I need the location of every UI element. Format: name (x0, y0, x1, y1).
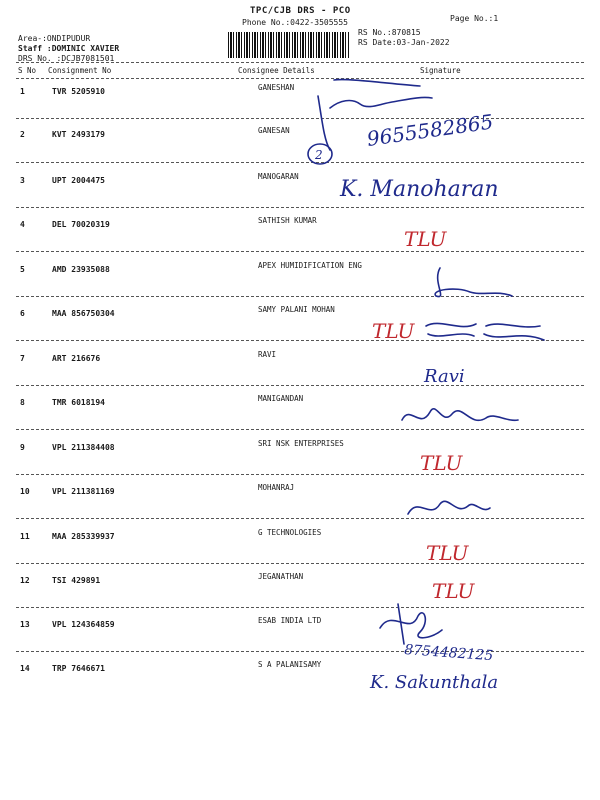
row-sno: 14 (20, 664, 30, 673)
row-sno: 1 (20, 87, 25, 96)
column-header-consignee: Consignee Details (238, 66, 315, 75)
handwritten-tlu-row9: TLU (420, 451, 463, 475)
rs-date: RS Date:03-Jan-2022 (358, 38, 450, 47)
row-consignee: RAVI (258, 350, 277, 359)
column-header-sno: S No (18, 66, 37, 75)
row-sno: 6 (20, 309, 25, 318)
row-consignment: TSI 429891 (52, 576, 101, 585)
signature-row5 (435, 268, 512, 297)
rs-number: RS No.:870815 (358, 28, 421, 37)
row-consignee: GANESHAN (258, 83, 295, 92)
row-consignment: KVT 2493179 (52, 130, 105, 139)
row-consignment: VPL 211381169 (52, 487, 115, 496)
row-consignee: SAMY PALANI MOHAN (258, 305, 335, 314)
row-consignment: TRP 7646671 (52, 664, 105, 673)
staff-label: Staff :DOMINIC XAVIER (18, 44, 120, 53)
signature-row8 (402, 409, 518, 421)
row-sno: 12 (20, 576, 30, 585)
row-sno: 8 (20, 398, 25, 407)
handwritten-tlu-row12: TLU (432, 579, 475, 603)
row-consignment: TVR 5205910 (52, 87, 105, 96)
area-label: Area-:ONDIPUDUR (18, 34, 91, 43)
row-sno: 9 (20, 443, 25, 452)
row-consignee: MANOGARAN (258, 172, 299, 181)
row-consignment: DEL 70020319 (52, 220, 110, 229)
row-sno: 10 (20, 487, 30, 496)
row-sno: 11 (20, 532, 30, 541)
row-consignee: MOHANRAJ (258, 483, 295, 492)
row-consignee: JEGANATHAN (258, 572, 304, 581)
handwritten-manoharan: K. Manoharan (340, 177, 499, 202)
row-consignment: MAA 856750304 (52, 309, 115, 318)
row-consignee: G TECHNOLOGIES (258, 528, 322, 537)
signature-row6 (484, 324, 544, 340)
row-consignee: SATHISH KUMAR (258, 216, 317, 225)
signature-row6b (426, 323, 476, 336)
signature-row13-stroke (398, 604, 404, 644)
handwritten-tlu-row11: TLU (426, 541, 469, 565)
row-sno: 4 (20, 220, 25, 229)
row-consignment: AMD 23935088 (52, 265, 110, 274)
phone-number: Phone No.:0422-3505555 (242, 18, 348, 27)
signature-row10 (408, 501, 490, 514)
handwritten-tlu-row4: TLU (404, 227, 447, 251)
signature-row13 (380, 613, 442, 638)
document-title: TPC/CJB DRS - PCO (250, 6, 351, 16)
handwritten-phone-1: 9655582865 (365, 109, 495, 151)
row-consignment: UPT 2004475 (52, 176, 105, 185)
row-consignment: VPL 211384408 (52, 443, 115, 452)
row-consignment: MAA 285339937 (52, 532, 115, 541)
handwritten-circle-number: 2 (315, 148, 323, 162)
row-consignee: MANIGANDAN (258, 394, 304, 403)
page-number: Page No.:1 (450, 14, 499, 23)
row-consignee: SRI NSK ENTERPRISES (258, 439, 344, 448)
row-sno: 7 (20, 354, 25, 363)
row-sno: 5 (20, 265, 25, 274)
row-consignee: GANESAN (258, 126, 290, 135)
signature-scribble-1b (334, 80, 420, 86)
row-consignment: ART 216676 (52, 354, 101, 363)
handwritten-tlu-row6: TLU (372, 319, 415, 343)
handwritten-sakunthala: K. Sakunthala (370, 672, 499, 693)
drs-number: DRS No. :DCJB7081501 (18, 54, 115, 63)
row-consignment: VPL 124364859 (52, 620, 115, 629)
row-consignment: TMR 6018194 (52, 398, 105, 407)
column-header-signature: Signature (420, 66, 461, 75)
row-sno: 13 (20, 620, 30, 629)
column-header-consignment: Consignment No (48, 66, 112, 75)
row-sno: 2 (20, 130, 25, 139)
row-consignee: APEX HUMIDIFICATION ENG (258, 261, 362, 270)
row-consignee: ESAB INDIA LTD (258, 616, 322, 625)
row-sno: 3 (20, 176, 25, 185)
row-consignee: S A PALANISAMY (258, 660, 322, 669)
handwritten-ravi: Ravi (424, 366, 465, 387)
handwritten-phone-2: 8754482125 (403, 642, 494, 665)
